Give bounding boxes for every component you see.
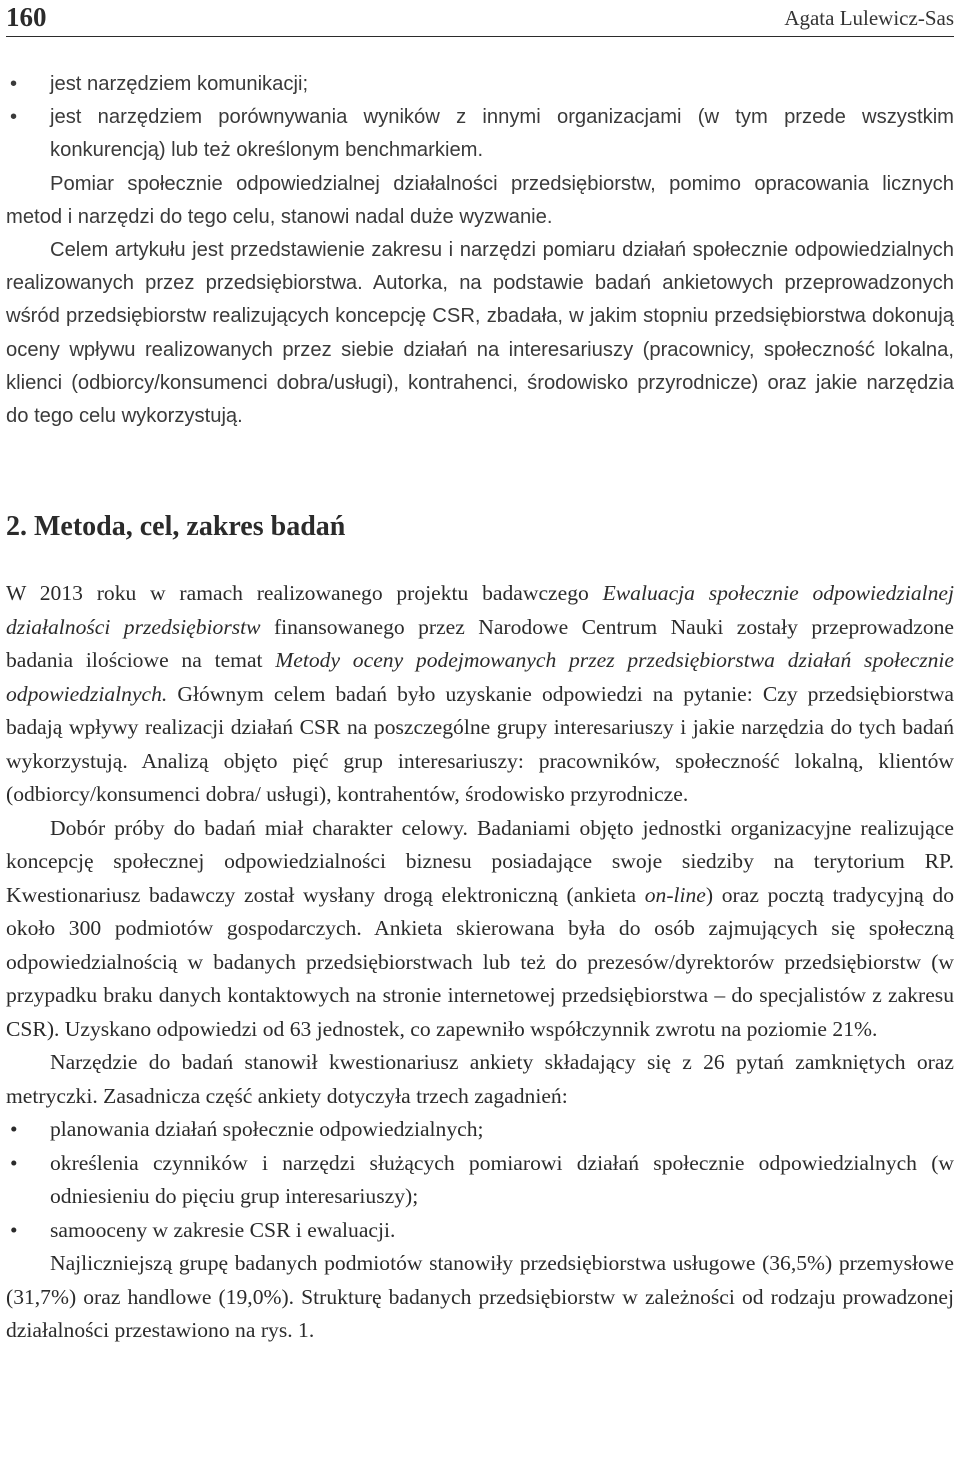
body-paragraph xyxy=(6,577,954,812)
section-heading: 2. Metoda, cel, zakres badań xyxy=(6,511,346,542)
list-item xyxy=(6,1147,954,1214)
page-number: 160 xyxy=(6,2,47,32)
text-run: W 2013 roku w ramach realizowanego projektu badawczego xyxy=(6,581,603,605)
text-run: finansowanego przez Narodowe Centrum Nauki zostały przeprowadzone badania ilościowe na temat xyxy=(6,614,955,672)
list-item xyxy=(6,68,954,101)
body-paragraph: Narzędzie do badań stanowił kwestionariusz ankiety składający się z 26 pytań zamkniętych oraz metryczki. Zasadnicza część ankiety dotyczyła trzech zagadnień: xyxy=(6,1050,954,1108)
abstract xyxy=(6,68,954,433)
text-run: ) oraz pocztą tradycyjną do około 300 podmiotów gospodarczych. Ankieta skierowana była do osób zajmujących się społeczną odpowiedzialnością w badanych przedsiębiorstwach lub też do prezesów/dyrektorów przedsiębiorstw (w przypadku braku danych kontaktowych na stronie internetowej przedsiębiorstwa – do specjalistów z zakresu CSR). Uzyskano odpowiedzi od 63 jednostek, co zapewniło współczynnik zwrotu na poziomie 21%. xyxy=(6,882,955,1041)
abstract-paragraph: Celem artykułu jest przedstawienie zakresu i narzędzi pomiaru działań społecznie odpowiedzialnych realizowanych przez przedsiębiorstwa. Autorka, na podstawie badań ankietowych przeprowadzonych wśród przedsiębiorstw realizujących koncepcję CSR, zbadała, w jakim stopniu przedsiębiorstwa dokonują oceny wpływu realizowanych przez siebie działań na interesariuszy (pracownicy, społeczność lokalna, klienci (odbiorcy/konsumenci dobra/usługi), kontrahenci, środowisko przyrodnicze) oraz jakie narzędzia do tego celu wykorzystują. xyxy=(6,239,954,428)
list-item-text: jest narzędziem komunikacji; xyxy=(50,73,309,95)
author-name: Agata Lulewicz-Sas xyxy=(784,6,954,30)
running-header xyxy=(6,0,954,37)
bullet-icon: • xyxy=(10,106,18,129)
list-item-text: określenia czynników i narzędzi służących pomiarowi działań społecznie odpowiedzialnych (w odniesieniu do pięciu grup interesariuszy); xyxy=(50,1150,954,1208)
list-item-text: planowania działań społecznie odpowiedzialnych; xyxy=(50,1117,484,1141)
abstract-paragraph: Pomiar społecznie odpowiedzialnej działalności przedsiębiorstw, pomimo opracowania licznych metod i narzędzi do tego celu, stanowi nadal duże wyzwanie. xyxy=(6,172,954,228)
body-text xyxy=(6,577,954,1348)
list-item-text: samooceny w zakresie CSR i ewaluacji. xyxy=(50,1217,396,1242)
text-run: Głównym celem badań było uzyskanie odpowiedzi na pytanie: Czy przedsiębiorstwa badają wpływy realizacji działań CSR na poszczególne grupy interesariuszy i jakie narzędzia do tych badań wykorzystują. Analizą objęto pięć grup interesariuszy: pracowników, społeczność lokalną, klientów (odbiorcy/konsumenci dobra/ usługi), kontrahentów, środowisko przyrodnicze. xyxy=(6,681,954,806)
abstract-bullet-list xyxy=(6,68,954,168)
text-run: Dobór próby do badań miał charakter celowy. Badaniami objęto jednostki organizacyjne realizujące koncepcję społecznej odpowiedzialności biznesu posiadające swoje siedziby na terytorium RP. Kwestionariusz badawczy został wysłany drogą elektroniczną (ankieta xyxy=(6,815,954,907)
bullet-icon: • xyxy=(10,1150,18,1175)
list-item xyxy=(6,1214,954,1248)
project-title: Ewaluacja społecznie odpowiedzialnej działalności przedsiębiorstw xyxy=(6,581,954,639)
bullet-icon: • xyxy=(10,1217,18,1242)
research-topic: Metody oceny podejmowanych przez przedsiębiorstwa działań społecznie odpowiedzialnych. xyxy=(6,648,954,706)
body-paragraph: Najliczniejszą grupę badanych podmiotów stanowiły przedsiębiorstwa usługowe (36,5%) przemysłowe (31,7%) oraz handlowe (19,0%). Strukturę badanych przedsiębiorstw w zależności od rodzaju prowadzonej działalności przestawiono na rys. 1. xyxy=(6,1251,954,1342)
list-item xyxy=(6,1113,954,1147)
italic-term: on-line xyxy=(644,882,706,907)
list-item-text: jest narzędziem porównywania wyników z innymi organizacjami (w tym przede wszystkim konkurencją) lub też określonym benchmarkiem. xyxy=(50,106,954,162)
body-paragraph xyxy=(6,812,954,1047)
list-item xyxy=(6,101,954,167)
topics-bullet-list xyxy=(6,1113,954,1247)
bullet-icon: • xyxy=(10,1117,18,1141)
bullet-icon: • xyxy=(10,73,18,95)
